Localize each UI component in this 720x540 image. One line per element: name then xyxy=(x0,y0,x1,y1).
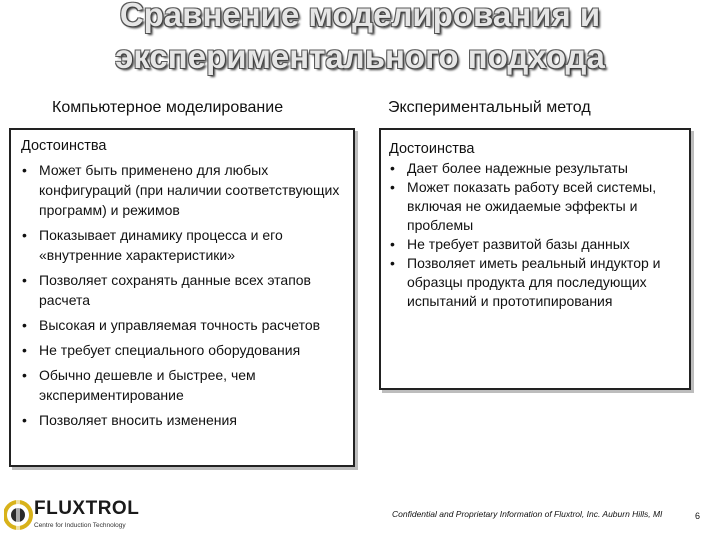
list-item: • Не требует развитой базы данных xyxy=(389,235,681,254)
simulation-advantages-panel xyxy=(9,128,355,467)
list-item: • Показывает динамику процесса и его «внутренние характеристики» xyxy=(21,225,345,265)
confidential-notice: Confidential and Proprietary Information of Fluxtrol, Inc. Auburn Hills, MI xyxy=(392,509,663,519)
slide-title-line-2: экспериментального подхода xyxy=(115,38,605,75)
right-panel-heading: Достоинства xyxy=(389,141,475,157)
fluxtrol-logo-mark-icon xyxy=(4,498,34,534)
experiment-advantages-panel xyxy=(379,128,691,390)
list-item: • Не требует специального оборудования xyxy=(21,340,345,360)
left-advantages-list xyxy=(21,160,345,430)
left-panel-heading: Достоинства xyxy=(21,138,107,154)
list-item: • Позволяет вносить изменения xyxy=(21,410,345,430)
list-item: • Высокая и управляемая точность расчетов xyxy=(21,315,345,335)
list-item: • Дает более надежные результаты xyxy=(389,159,681,178)
slide-title-line-1: Сравнение моделирования и xyxy=(119,0,601,33)
list-item: • Позволяет иметь реальный индуктор и образцы продукта для последующих испытаний и прототипирования xyxy=(389,254,681,311)
right-column-header: Экспериментальный метод xyxy=(388,99,591,116)
list-item: • Может показать работу всей системы, включая не ожидаемые эффекты и проблемы xyxy=(389,178,681,235)
right-advantages-list xyxy=(389,159,681,311)
logo-tagline: Centre for Induction Technology xyxy=(34,522,126,529)
page-number: 6 xyxy=(695,511,701,521)
list-item: • Позволяет сохранять данные всех этапов расчета xyxy=(21,270,345,310)
left-column-header: Компьютерное моделирование xyxy=(52,99,284,116)
logo-wordmark: FLUXTROL xyxy=(34,498,140,519)
list-item: • Обычно дешевле и быстрее, чем экспериментирование xyxy=(21,365,345,405)
slide-title xyxy=(0,0,720,78)
list-item: • Может быть применено для любых конфигураций (при наличии соответствующих программ) и режимов xyxy=(21,160,345,220)
fluxtrol-logo xyxy=(4,496,139,536)
